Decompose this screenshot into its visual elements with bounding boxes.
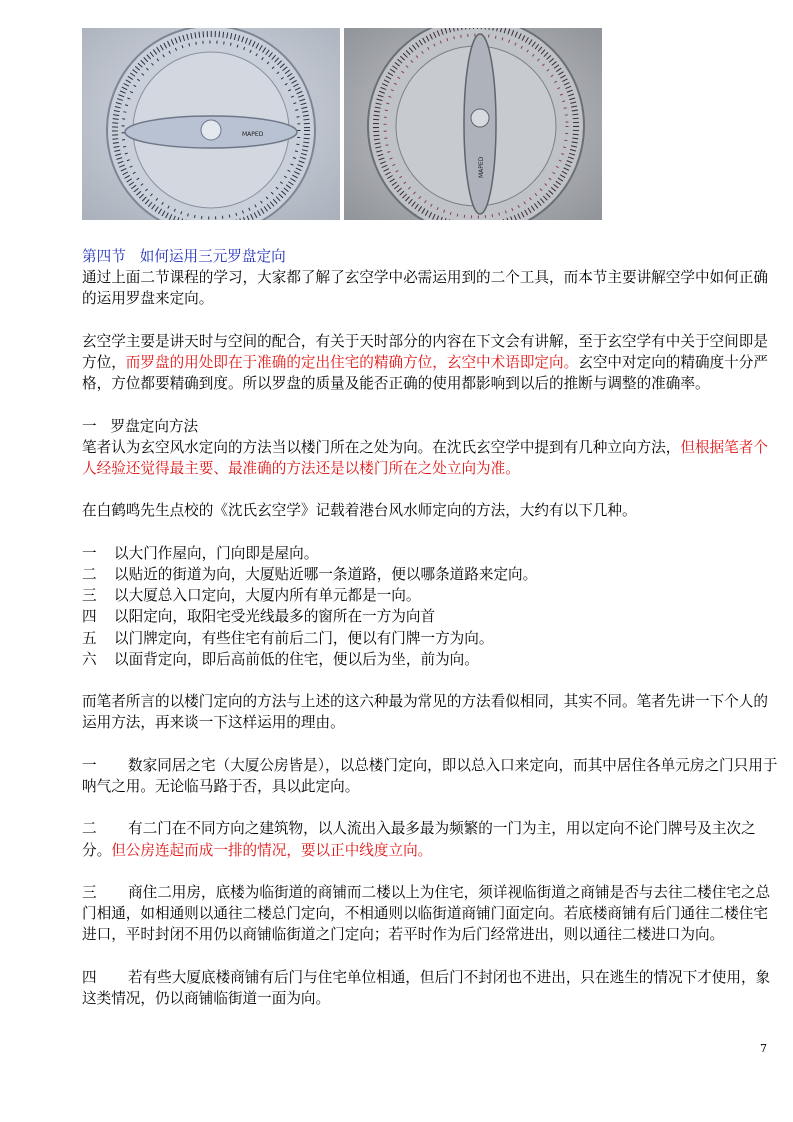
- list-item: 五 以门牌定向，有些住宅有前后二门，便以有门牌一方为向。: [82, 629, 494, 647]
- source-paragraph: 在白鹤鸣先生点校的《沈氏玄空学》记载着港台风水师定向的方法，大约有以下几种。: [82, 502, 637, 520]
- space-paragraph-highlight: 而罗盘的用处即在于准确的定出住宅的精确方位，玄空中术语即定向。: [125, 354, 579, 371]
- method-paragraph-text: 笔者认为玄空风水定向的方法当以楼门所在之处为向。在沈氏玄空学中提到有几种立向方法，: [82, 438, 681, 456]
- space-paragraph: [82, 331, 782, 395]
- ruler-brand-right: MAPED: [478, 156, 485, 178]
- method-list: [82, 543, 782, 670]
- protractor-vertical-image: [344, 28, 602, 220]
- subsection-number: 一: [82, 417, 97, 435]
- protractor-photo-left: [82, 28, 340, 220]
- list-item: 二 以贴近的街道为向，大厦贴近哪一条道路，便以哪条道路来定向。: [82, 565, 538, 583]
- list-item: 四 以阳定向，取阳宅受光线最多的窗所在一方为向首: [82, 608, 436, 626]
- document-body: [82, 246, 782, 1009]
- section-heading: [82, 246, 782, 267]
- space-paragraph-text-c: 玄空中对定向的精确度十分严格，方位都要精确到度。所以罗盘的质量及能否正确的使用都影响到以后的推断与调整的准确率。: [82, 354, 768, 393]
- comparison-paragraph: 而笔者所言的以楼门定向的方法与上述的这六种最为常见的方法看似相同，其实不同。笔者先讲一下个人的运用方法，再来谈一下这样运用的理由。: [82, 693, 768, 732]
- list-item: 三 以大厦总入口定向，大厦内所有单元都是一向。: [82, 587, 421, 605]
- space-paragraph-text-a: 玄空学主要是讲天时与空间的配合，有关于天时部分的内容在下文会有讲解，至于玄空学有中关于空间即是方位，: [82, 332, 768, 371]
- protractor-horizontal-image: [82, 28, 340, 220]
- list-item: 六 以面背定向，即后高前低的住宅，便以后为坐，前为向。: [82, 650, 479, 668]
- method-paragraph-highlight: 但根据笔者个人经验还觉得最主要、最准确的方法还是以楼门所在之处立向为准。: [82, 438, 768, 477]
- rule-item: 二 有二门在不同方向之建筑物，以人流出入最多最为频繁的一门为主，用以定向不论门牌号及主次之分。但公房连起而成一排的情况，要以正中线度立向。: [82, 820, 756, 859]
- intro-paragraph: 通过上面二节课程的学习，大家都了解了玄空学中必需运用到的二个工具，而本节主要讲解空学中如何正确的运用罗盘来定向。: [82, 269, 768, 308]
- subsection-title: 罗盘定向方法: [110, 417, 199, 435]
- protractor-photo-right: [344, 28, 602, 220]
- ruler-brand-left: MAPED: [242, 131, 264, 138]
- rule-item-highlight: 但公房连起而成一排的情况，要以正中线度立向。: [111, 841, 433, 859]
- subsection-heading: [82, 416, 782, 437]
- method-paragraph: [82, 437, 782, 479]
- page-number: 7: [760, 1042, 767, 1055]
- rule-item: 三 商住二用房，底楼为临街道的商铺而二楼以上为住宅，须详视临街道之商铺是否与去往二楼住宅之总门相通，如相通则以通往二楼总门定向，不相通则以临街道商铺门面定向。若底楼商铺有后门通往二楼住宅进口，平时封闭不用仍以商铺临街道之门定向；若平时作为后门经常进出，则以通往二楼进口为向。: [82, 883, 771, 944]
- section-heading-number: 第四节: [82, 248, 126, 265]
- section-heading-title: 如何运用三元罗盘定向: [139, 248, 286, 265]
- list-item: 一 以大门作屋向，门向即是屋向。: [82, 544, 319, 562]
- rule-item: 四 若有些大厦底楼商铺有后门与住宅单位相通，但后门不封闭也不进出，只在逃生的情况下才使用，象这类情况，仍以商铺临街道一面为向。: [82, 968, 771, 1007]
- rule-item: 一 数家同居之宅（大厦公房皆是），以总楼门定向，即以总入口来定向，而其中居住各单元房之门只用于呐气之用。无论临马路于否，具以此定向。: [82, 756, 778, 795]
